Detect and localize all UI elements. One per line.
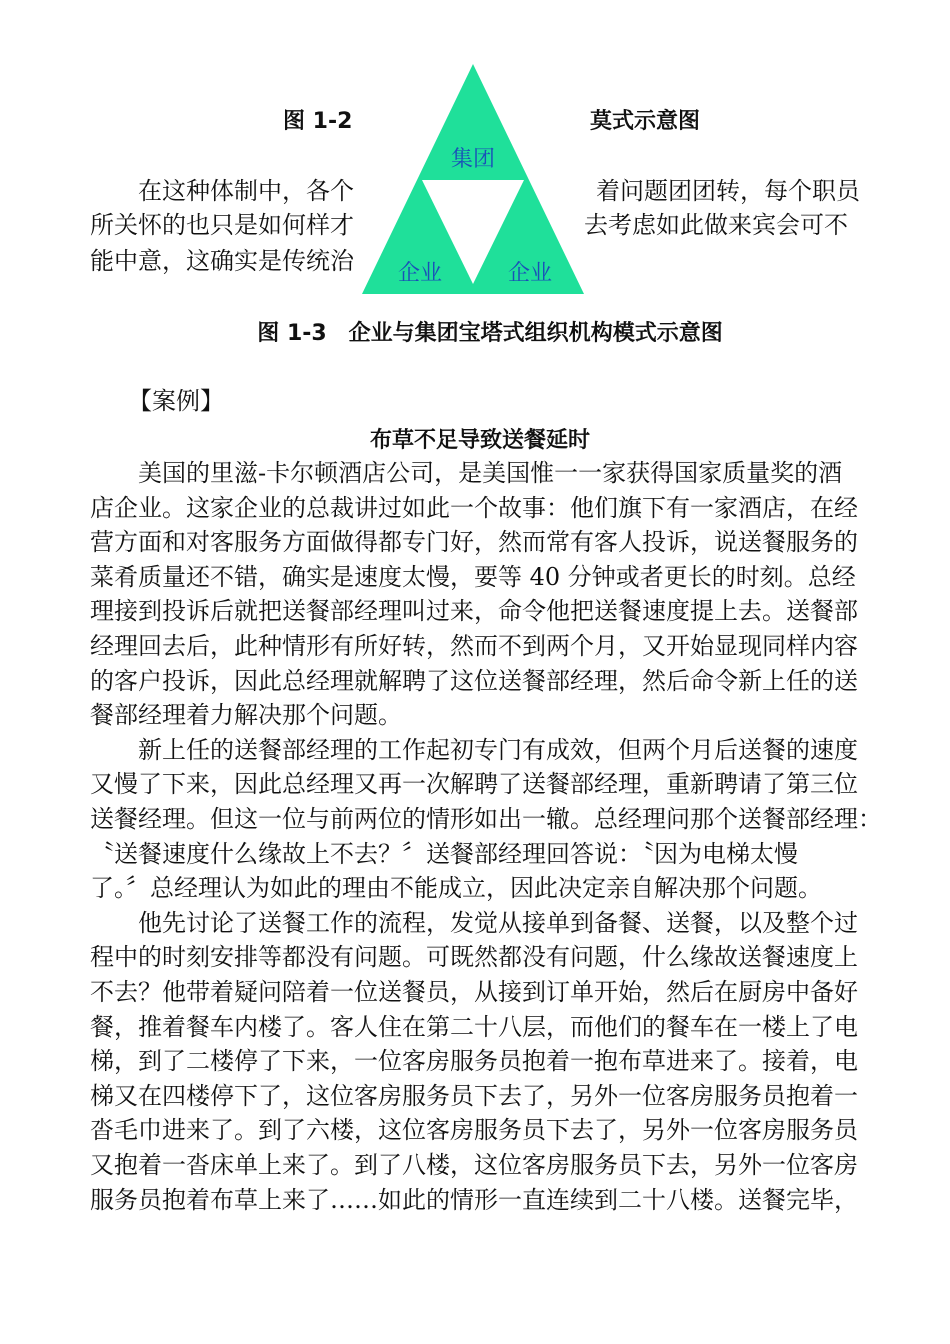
case-line-19: 梯又在四楼停下了，这位客房服务员下去了，另外一位客房服务员抱着一 xyxy=(90,1081,858,1110)
figure-1-2-caption-right: 莫式示意图 xyxy=(590,109,701,134)
intro-line-2-right: 去考虑如此做来宾会可不 xyxy=(584,211,848,239)
diagram-right-label: 企业 xyxy=(507,261,553,286)
case-tag: 【案例】 xyxy=(128,387,224,415)
case-line-2: 店企业。这家企业的总裁讲过如此一个故事：他们旗下有一家酒店，在经 xyxy=(90,493,858,522)
figure-1-2-caption-left: 图 1-2 xyxy=(283,109,353,134)
case-line-13: 了。〞总经理认为如此的理由不能成立，因此决定亲自解决那个问题。 xyxy=(90,874,822,903)
case-line-8: 餐部经理着力解决那个问题。 xyxy=(90,701,402,730)
case-line-12: 〝送餐速度什么缘故上不去？〞送餐部经理回答说：〝因为电梯太慢 xyxy=(90,839,798,868)
case-line-11: 送餐经理。但这一位与前两位的情形如出一辙。总经理问那个送餐部经理： xyxy=(90,805,882,833)
case-line-1: 美国的里滋-卡尔顿酒店公司，是美国惟一一家获得国家质量奖的酒 xyxy=(138,459,843,487)
case-line-14: 他先讨论了送餐工作的流程，发觉从接单到备餐、送餐，以及整个过 xyxy=(138,908,858,937)
intro-line-1-left: 在这种体制中，各个 xyxy=(138,177,354,205)
intro-line-3-left: 能中意，这确实是传统治 xyxy=(90,247,354,275)
case-line-9: 新上任的送餐部经理的工作起初专门有成效，但两个月后送餐的速度 xyxy=(138,735,858,764)
case-line-17: 餐，推着餐车内楼了。客人住在第二十八层，而他们的餐车在一楼上了电 xyxy=(90,1012,858,1041)
case-line-21: 又抱着一沓床单上来了。到了八楼，这位客房服务员下去，另外一位客房 xyxy=(90,1151,858,1179)
case-line-16: 不去？他带着疑问陪着一位送餐员，从接到订单开始，然后在厨房中备好 xyxy=(90,978,858,1006)
diagram-left-label: 企业 xyxy=(397,261,443,286)
case-line-20: 沓毛巾进来了。到了六楼，这位客房服务员下去了，另外一位客房服务员 xyxy=(90,1116,858,1145)
case-title: 布草不足导致送餐延时 xyxy=(369,428,590,453)
case-line-10: 又慢了下来，因此总经理又再一次解聘了送餐部经理，重新聘请了第三位 xyxy=(90,770,858,799)
intro-line-2-left: 所关怀的也只是如何样才 xyxy=(90,211,354,239)
case-line-3: 营方面和对客服务方面做得都专门好，然而常有客人投诉，说送餐服务的 xyxy=(90,528,858,557)
case-line-15: 程中的时刻安排等都没有问题。可既然都没有问题，什么缘故送餐速度上 xyxy=(90,943,858,972)
intro-line-1-right: 着问题团团转，每个职员 xyxy=(596,177,860,205)
case-line-22: 服务员抱着布草上来了……如此的情形一直连续到二十八楼。送餐完毕， xyxy=(90,1185,858,1214)
case-line-5: 理接到投诉后就把送餐部经理叫过来，命令他把送餐速度提上去。送餐部 xyxy=(90,597,858,626)
diagram-top-label: 集团 xyxy=(450,147,496,172)
pagoda-diagram xyxy=(360,62,586,296)
case-line-7: 的客户投诉，因此总经理就解聘了这位送餐部经理，然后命令新上任的送 xyxy=(90,666,858,695)
figure-1-3-caption: 图 1-3 企业与集团宝塔式组织机构模式示意图 xyxy=(257,321,723,346)
case-line-18: 梯，到了二楼停了下来，一位客房服务员抱着一抱布草进来了。接着，电 xyxy=(90,1047,858,1076)
case-line-4: 菜肴质量还不错，确实是速度太慢，要等 40 分钟或者更长的时刻。总经 xyxy=(90,562,856,591)
case-line-6: 经理回去后，此种情形有所好转，然而不到两个月，又开始显现同样内容 xyxy=(90,632,858,660)
